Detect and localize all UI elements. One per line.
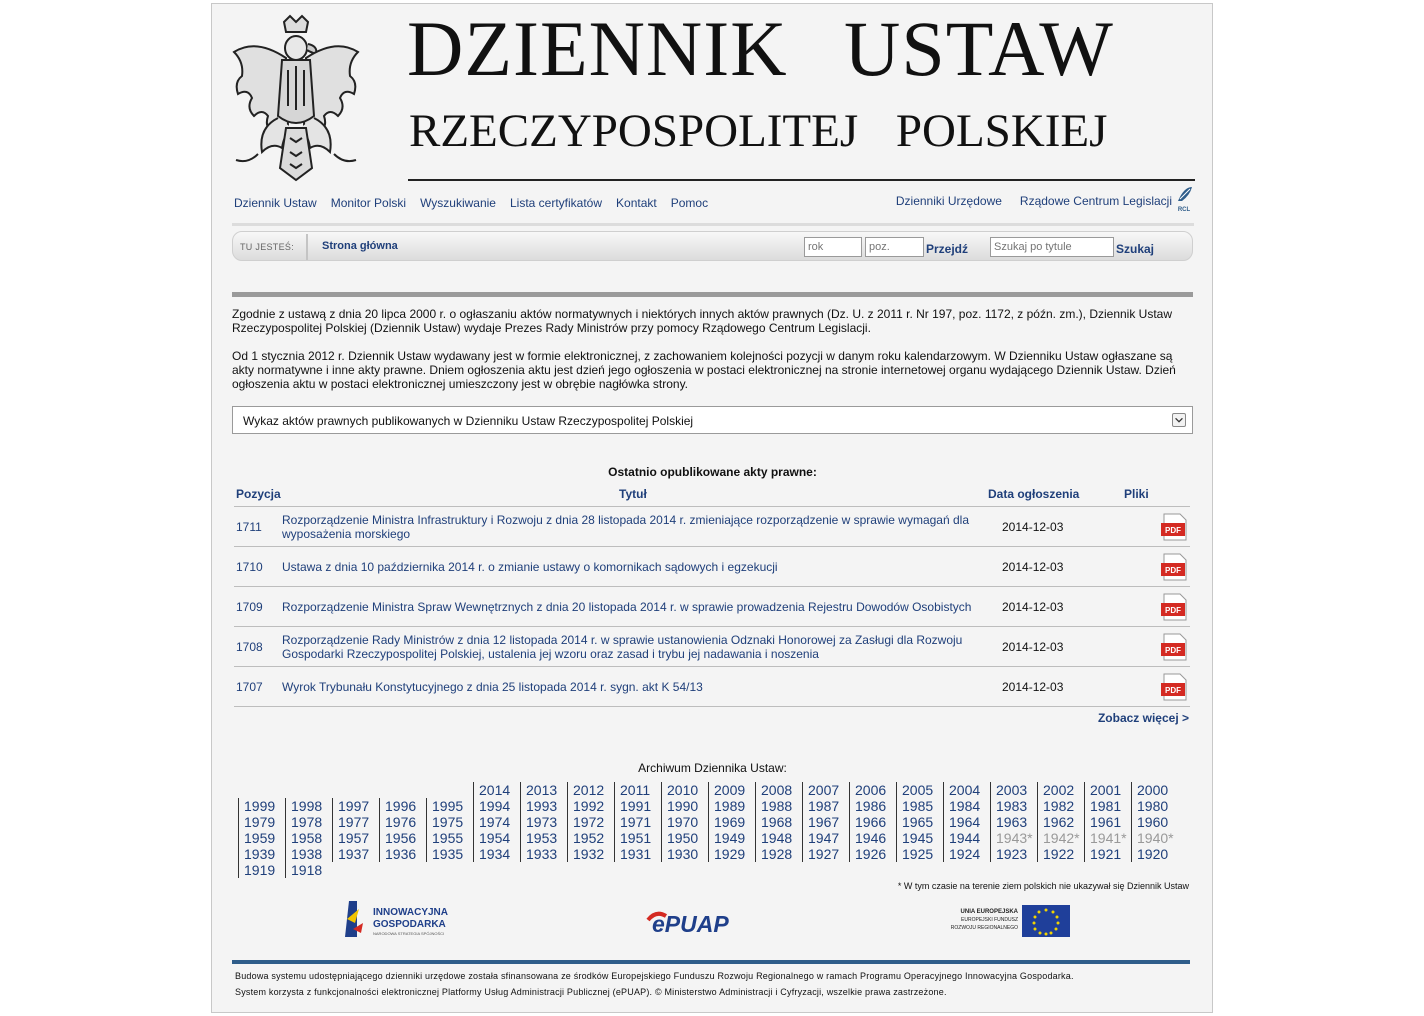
archive-year-link[interactable]: 1925 (902, 846, 934, 862)
archive-column (567, 782, 614, 862)
archive-year-link[interactable]: 1972 (573, 814, 605, 830)
archive-year-link[interactable]: 1958 (291, 830, 323, 846)
act-title-link[interactable]: Rozporządzenie Ministra Infrastruktury i Rozwoju z dnia 28 listopada 2014 r. zmieniające rozporządzenie w sprawie wymagań dla wyposażenia morskiego (282, 513, 970, 541)
archive-year-link[interactable]: 1983 (996, 798, 1028, 814)
act-title-link[interactable]: Rozporządzenie Rady Ministrów z dnia 12 listopada 2014 r. w sprawie ustanowienia Odznaki Honorowej za Zasługi dla Rozwoju Gospodarki Rzeczypospolitej Polskiej, ustalenia jej wzoru oraz zasad i trybu jej nadawania i noszenia (282, 633, 963, 661)
archive-year-link[interactable]: 1984 (949, 798, 981, 814)
archive-year-link[interactable]: 1968 (761, 814, 793, 830)
archive-year-link[interactable]: 1923 (996, 846, 1028, 862)
archive-year-link[interactable]: 1969 (714, 814, 746, 830)
footer (235, 968, 1195, 1000)
archive-year-link[interactable]: 1993 (526, 798, 558, 814)
archive-year-link[interactable]: 2002 (1043, 782, 1075, 798)
dropdown-selected-value: Wykaz aktów prawnych publikowanych w Dzienniku Ustaw Rzeczypospolitej Polskiej (243, 414, 694, 428)
archive-year-link[interactable]: 1959 (244, 830, 276, 846)
archive-footnote: * W tym czasie na terenie ziem polskich nie ukazywał się Dziennik Ustaw (897, 881, 1189, 891)
archive-year-link[interactable]: 1933 (526, 846, 558, 862)
pdf-icon[interactable] (1160, 673, 1188, 701)
archive-year-link[interactable]: 1987 (808, 798, 840, 814)
archive-year-link[interactable]: 1989 (714, 798, 746, 814)
archive-year-link[interactable]: 1951 (620, 830, 652, 846)
acts-table-header (234, 487, 1190, 507)
ig-text-1: INNOWACYJNA (373, 907, 449, 918)
breadcrumb-separator (306, 234, 308, 260)
act-title-link[interactable]: Rozporządzenie Ministra Spraw Wewnętrznych z dnia 20 listopada 2014 r. w sprawie prowadzenia Rejestru Dowodów Osobistych (282, 600, 972, 614)
archive-column (896, 782, 943, 862)
archive-year-link[interactable]: 1939 (244, 846, 276, 862)
pdf-label: PDF (1165, 566, 1181, 575)
archive-year-link[interactable]: 2013 (526, 782, 558, 798)
archive-year-link[interactable]: 1964 (949, 814, 981, 830)
archive-year-link[interactable]: 1957 (338, 830, 370, 846)
archive-year-link[interactable]: 1918 (291, 862, 323, 878)
nav-lista-certyfikatow[interactable]: Lista certyfikatów (509, 196, 603, 210)
acts-table (234, 507, 1190, 707)
archive-year-link[interactable]: 1953 (526, 830, 558, 846)
archive-year-link[interactable]: 2012 (573, 782, 605, 798)
act-date: 2014-12-03 (1002, 680, 1064, 694)
archive-year-link[interactable]: 1971 (620, 814, 652, 830)
act-title-link[interactable]: Wyrok Trybunału Konstytucyjnego z dnia 25 listopada 2014 r. sygn. akt K 54/13 (282, 680, 703, 694)
act-position-link[interactable]: 1707 (236, 680, 263, 694)
intro-paragraph-2: Od 1 stycznia 2012 r. Dziennik Ustaw wydawany jest w formie elektronicznej, z zachowaniem kolejności pozycji w danym roku kalendarzowym. W Dzienniku Ustaw ogłaszane są akty normatywne i inne akty prawne. Dniem ogłoszenia aktu jest dzień jego ogłoszenia w postaci elektronicznej na stronie internetowej organu wydającego Dziennik Ustaw. Dzień ogłoszenia aktu w postaci elektronicznej umieszczony jest w obrębie nagłówka strony. (232, 349, 1176, 391)
header-title-line2: RZECZYPOSPOLITEJ POLSKIEJ (409, 105, 1108, 157)
archive-year-link[interactable]: 1949 (714, 830, 746, 846)
nav-kontakt[interactable]: Kontakt (616, 196, 657, 210)
ue-text-1: UNIA EUROPEJSKA (960, 909, 1018, 915)
breadcrumb-home-link[interactable]: Strona główna (322, 240, 398, 252)
epuap-text: ePUAP (652, 911, 729, 936)
col-header-date: Data ogłoszenia (988, 487, 1080, 501)
act-date: 2014-12-03 (1002, 520, 1064, 534)
pdf-icon[interactable] (1160, 553, 1188, 581)
ig-text-3: NARODOWA STRATEGIA SPÓJNOŚCI (373, 931, 445, 936)
archive-year-link[interactable]: 2000 (1137, 782, 1169, 798)
rcl-logo-text: RCL (1177, 207, 1191, 213)
intro-paragraph-1: Zgodnie z ustawą z dnia 20 lipca 2000 r. o ogłaszaniu aktów normatywnych i niektórych innych aktów prawnych (Dz. U. z 2011 r. Nr 197, poz. 1172, z późn. zm.), Dziennik Ustaw Rzeczypospolitej Polskiej (Dziennik Ustaw) wydaje Prezes Rady Ministrów przy pomocy Rządowego Centrum Legislacji. (232, 307, 1173, 335)
archive-year-link[interactable]: 1995 (432, 798, 464, 814)
search-button[interactable]: Szukaj (1116, 242, 1155, 256)
archive-year-link[interactable]: 1931 (620, 846, 652, 862)
archive-year-link[interactable]: 1941* (1090, 830, 1127, 846)
archive-year-link[interactable]: 1976 (385, 814, 417, 830)
act-title-link[interactable]: Ustawa z dnia 10 października 2014 r. o zmianie ustawy o komornikach sądowych i egzekucji (282, 560, 778, 574)
archive-year-link[interactable]: 2011 (620, 782, 651, 798)
archive-year-link[interactable]: 2006 (855, 782, 887, 798)
archive-year-link[interactable]: 1934 (479, 846, 511, 862)
archive-year-link[interactable]: 1926 (855, 846, 887, 862)
archive-year-link[interactable]: 1981 (1090, 798, 1122, 814)
archive-year-link[interactable]: 1940* (1137, 830, 1174, 846)
archive-year-link[interactable]: 1924 (949, 846, 981, 862)
archive-column (285, 798, 332, 878)
header-title-line1: DZIENNIK USTAW (407, 5, 1114, 92)
archive-year-link[interactable]: 1921 (1090, 846, 1122, 862)
archive-column (708, 782, 755, 862)
archive-year-link[interactable]: 1985 (902, 798, 934, 814)
col-header-pos: Pozycja (236, 487, 281, 501)
archive-year-link[interactable]: 1955 (432, 830, 464, 846)
archive-column (661, 782, 708, 862)
archive-year-link[interactable]: 1963 (996, 814, 1028, 830)
act-date: 2014-12-03 (1002, 560, 1064, 574)
table-row (234, 627, 1190, 667)
archive-year-link[interactable]: 2014 (479, 782, 511, 798)
act-date: 2014-12-03 (1002, 640, 1064, 654)
archive-year-link[interactable]: 2005 (902, 782, 934, 798)
secondary-nav (896, 194, 1172, 208)
archive-year-link[interactable]: 1943* (996, 830, 1033, 846)
archive-year-link[interactable]: 2007 (808, 782, 840, 798)
nav-dziennik-ustaw[interactable]: Dziennik Ustaw (234, 196, 317, 210)
archive-year-link[interactable]: 1965 (902, 814, 934, 830)
polish-eagle-emblem-icon (228, 14, 364, 182)
archive-year-link[interactable]: 1954 (479, 830, 511, 846)
pdf-label: PDF (1165, 606, 1181, 615)
year-input[interactable] (804, 237, 862, 257)
title-search-input[interactable] (990, 237, 1114, 257)
archive-column (849, 782, 896, 862)
archive-year-link[interactable]: 1938 (291, 846, 323, 862)
archive-column (1084, 782, 1131, 862)
archive-year-link[interactable]: 1992 (573, 798, 605, 814)
table-row (234, 667, 1190, 707)
archive-year-link[interactable]: 1932 (573, 846, 605, 862)
archive-column (802, 782, 849, 862)
nav-pomoc[interactable]: Pomoc (670, 196, 709, 210)
archive-year-link[interactable]: 1942* (1043, 830, 1080, 846)
archive-column (1037, 782, 1084, 862)
archive-year-link[interactable]: 1950 (667, 830, 699, 846)
acts-list-dropdown[interactable] (232, 406, 1193, 434)
archive-year-link[interactable]: 1999 (244, 798, 276, 814)
act-position-link[interactable]: 1710 (236, 560, 263, 574)
table-row (234, 507, 1190, 547)
archive-column (238, 798, 285, 878)
archive-year-link[interactable]: 1966 (855, 814, 887, 830)
archive-year-link[interactable]: 1920 (1137, 846, 1169, 862)
archive-year-link[interactable]: 1970 (667, 814, 699, 830)
archive-column (755, 782, 802, 862)
act-position-link[interactable]: 1709 (236, 600, 263, 614)
ig-text-2: GOSPODARKA (373, 919, 446, 930)
ue-text-2: EUROPEJSKI FUNDUSZ (961, 917, 1018, 923)
act-date: 2014-12-03 (1002, 600, 1064, 614)
archive-year-link[interactable]: 1991 (620, 798, 652, 814)
archive-year-link[interactable]: 1928 (761, 846, 793, 862)
see-more-link[interactable]: Zobacz więcej > (1097, 711, 1189, 725)
archive-year-link[interactable]: 1919 (244, 862, 276, 878)
archive-year-link[interactable]: 1930 (667, 846, 699, 862)
archive-year-link[interactable]: 1935 (432, 846, 464, 862)
go-button[interactable]: Przejdź (926, 242, 969, 256)
archive-year-link[interactable]: 1982 (1043, 798, 1075, 814)
archive-year-link[interactable]: 1952 (573, 830, 605, 846)
latest-acts-heading: Ostatnio opublikowane akty prawne: (608, 465, 817, 479)
rcl-logo-icon[interactable] (1174, 185, 1194, 213)
archive-heading: Archiwum Dziennika Ustaw: (638, 761, 787, 775)
pdf-icon[interactable] (1160, 513, 1188, 541)
archive-year-link[interactable]: 1960 (1137, 814, 1169, 830)
archive-year-link[interactable]: 2008 (761, 782, 793, 798)
archive-year-link[interactable]: 1956 (385, 830, 417, 846)
archive-year-link[interactable]: 1979 (244, 814, 276, 830)
archive-year-link[interactable]: 1945 (902, 830, 934, 846)
archive-year-link[interactable]: 1975 (432, 814, 464, 830)
archive-year-link[interactable]: 1947 (808, 830, 840, 846)
archive-year-link[interactable]: 2003 (996, 782, 1028, 798)
col-header-title: Tytuł (619, 487, 647, 501)
chevron-down-icon[interactable] (1172, 413, 1186, 427)
nav-rcl[interactable]: Rządowe Centrum Legislacji (1019, 194, 1172, 208)
archive-year-link[interactable]: 1973 (526, 814, 558, 830)
archive-year-link[interactable]: 1927 (808, 846, 840, 862)
archive-year-link[interactable]: 1996 (385, 798, 417, 814)
archive-column (379, 798, 426, 862)
table-row (234, 587, 1190, 627)
archive-year-link[interactable]: 1994 (479, 798, 511, 814)
archive-year-link[interactable]: 1990 (667, 798, 699, 814)
archive-year-link[interactable]: 1936 (385, 846, 417, 862)
footer-line-1: Budowa systemu udostępniającego dzienniki urzędowe została sfinansowana ze środków Europejskiego Funduszu Rozwoju Regionalnego w ramach Programu Operacyjnego Innowacyjna Gospodarka. (235, 971, 1074, 981)
page-container (211, 3, 1213, 1013)
breadcrumb-bar (232, 231, 1193, 261)
pdf-label: PDF (1165, 526, 1181, 535)
pdf-icon[interactable] (1160, 633, 1188, 661)
main-nav (234, 196, 708, 210)
archive-year-link[interactable]: 1948 (761, 830, 793, 846)
archive-year-link[interactable]: 1946 (855, 830, 887, 846)
archive-year-link[interactable]: 2009 (714, 782, 746, 798)
ue-text-3: ROZWOJU REGIONALNEGO (950, 925, 1018, 931)
epuap-logo (646, 906, 750, 936)
table-row (234, 547, 1190, 587)
pdf-label: PDF (1165, 646, 1181, 655)
archive-year-link[interactable]: 1937 (338, 846, 370, 862)
archive-year-link[interactable]: 1967 (808, 814, 840, 830)
archive-column (426, 798, 473, 862)
archive-year-link[interactable]: 1977 (338, 814, 370, 830)
act-position-link[interactable]: 1711 (236, 520, 262, 534)
archive-year-link[interactable]: 1978 (291, 814, 323, 830)
archive-column (332, 798, 379, 862)
col-header-files: Pliki (1124, 487, 1149, 501)
nav-dzienniki-urzedowe[interactable]: Dzienniki Urzędowe (895, 194, 1002, 208)
nav-monitor-polski[interactable]: Monitor Polski (330, 196, 407, 210)
archive-year-link[interactable]: 1929 (714, 846, 746, 862)
footer-line-2: System korzysta z funkcjonalności elektronicznej Platformy Usług Administracji Publicznej (ePUAP). © Ministerstwo Administracji i Cyfryzacji, wszelkie prawa zastrzeżone. (235, 987, 947, 997)
archive-year-link[interactable]: 1997 (338, 798, 370, 814)
archive-year-link[interactable]: 2004 (949, 782, 981, 798)
pdf-icon[interactable] (1160, 593, 1188, 621)
nav-divider (232, 223, 1194, 226)
pdf-label: PDF (1165, 686, 1181, 695)
archive-year-grid (238, 779, 1194, 878)
archive-year-link[interactable]: 1961 (1090, 814, 1122, 830)
archive-year-link[interactable]: 1980 (1137, 798, 1169, 814)
archive-column (614, 782, 661, 862)
eu-fund-logo (940, 903, 1072, 939)
innowacyjna-gospodarka-logo (343, 899, 463, 939)
archive-column (990, 782, 1037, 862)
archive-year-link[interactable]: 2010 (667, 782, 699, 798)
archive-year-link[interactable]: 1922 (1043, 846, 1075, 862)
archive-column (1131, 782, 1178, 862)
archive-year-link[interactable]: 1986 (855, 798, 887, 814)
archive-year-link[interactable]: 1998 (291, 798, 323, 814)
archive-column (943, 782, 990, 862)
archive-year-link[interactable]: 1944 (949, 830, 981, 846)
archive-year-link[interactable]: 1962 (1043, 814, 1075, 830)
archive-column (473, 782, 520, 862)
breadcrumb-label: TU JESTEŚ: (240, 242, 295, 252)
archive-year-link[interactable]: 2001 (1090, 782, 1122, 798)
footer-divider (232, 960, 1190, 964)
archive-column (520, 782, 567, 862)
header-divider (408, 179, 1195, 181)
position-input[interactable] (865, 237, 924, 257)
archive-year-link[interactable]: 1988 (761, 798, 793, 814)
nav-wyszukiwanie[interactable]: Wyszukiwanie (420, 196, 496, 210)
act-position-link[interactable]: 1708 (236, 640, 263, 654)
content-divider (232, 292, 1193, 297)
archive-year-link[interactable]: 1974 (479, 814, 511, 830)
